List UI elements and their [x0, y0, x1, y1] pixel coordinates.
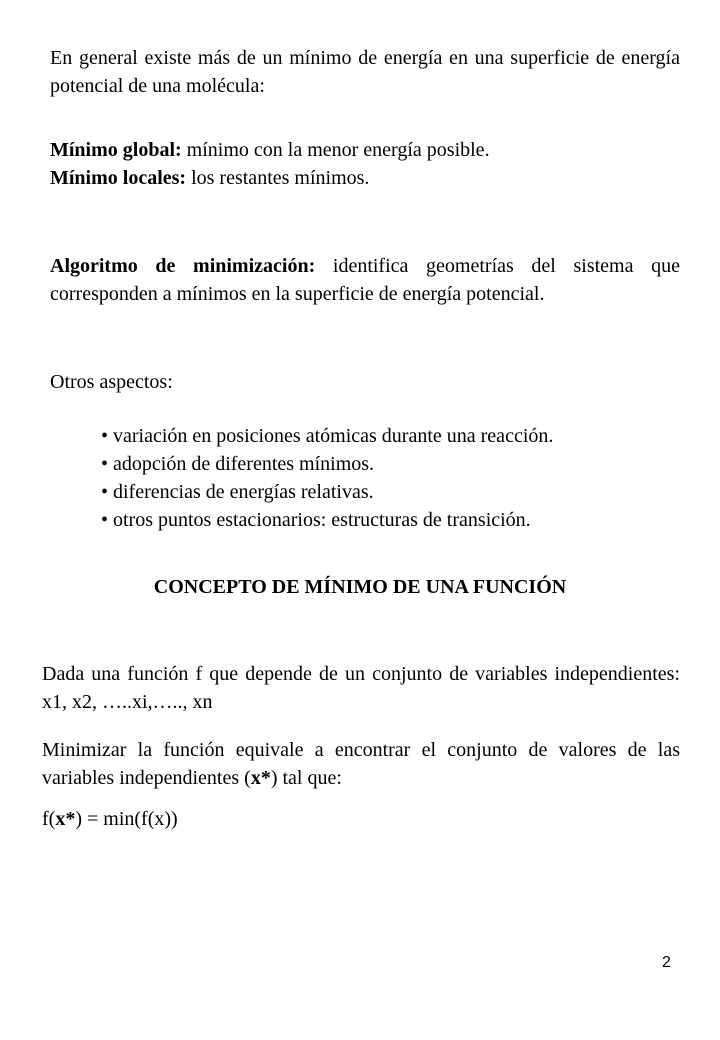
global-minimum-term: Mínimo global:	[50, 139, 182, 161]
minimize-x-star: x*	[250, 767, 271, 789]
list-item: • diferencias de energías relativas.	[101, 481, 374, 503]
formula-prefix: f(	[42, 808, 56, 830]
intro-text: En general existe más de un mínimo de energía en una superficie de energía potencial de una molécula:	[50, 47, 680, 97]
formula-suffix: ) = min(f(x))	[75, 808, 178, 830]
global-minimum-definition	[50, 136, 680, 164]
algorithm-text: identifica geometrías del sistema que corresponden a mínimos en la superficie de energía potencial.	[50, 255, 681, 305]
function-definition-text: Dada una función f que depende de un conjunto de variables independientes: x1, x2, …..xi,….., xn	[42, 663, 680, 713]
page-number: 2	[662, 954, 671, 971]
other-aspects-label	[50, 368, 680, 396]
local-minimum-term: Mínimo locales:	[50, 167, 187, 189]
local-minimum-text: los restantes mínimos.	[186, 167, 370, 189]
function-definition-paragraph	[42, 660, 680, 716]
formula	[42, 805, 680, 833]
other-aspects-list	[101, 422, 553, 534]
minimize-text-before: Minimizar la función equivale a encontrar el conjunto de valores de las variables independientes (	[42, 739, 680, 789]
algorithm-term: Algoritmo de minimización:	[50, 255, 316, 277]
list-item: • variación en posiciones atómicas durante una reacción.	[101, 425, 554, 447]
other-aspects-text: Otros aspectos:	[50, 371, 173, 393]
intro-paragraph	[50, 44, 680, 100]
section-heading: CONCEPTO DE MÍNIMO DE UNA FUNCIÓN	[153, 576, 567, 598]
list-item: • otros puntos estacionarios: estructuras de transición.	[101, 509, 531, 531]
list-item: • adopción de diferentes mínimos.	[101, 453, 375, 475]
formula-x-star: x*	[55, 808, 76, 830]
minimize-paragraph	[42, 736, 680, 792]
algorithm-paragraph	[50, 252, 680, 308]
minimize-text-after: ) tal que:	[270, 767, 342, 789]
global-minimum-text: mínimo con la menor energía posible.	[181, 139, 490, 161]
local-minimum-definition	[50, 164, 680, 192]
